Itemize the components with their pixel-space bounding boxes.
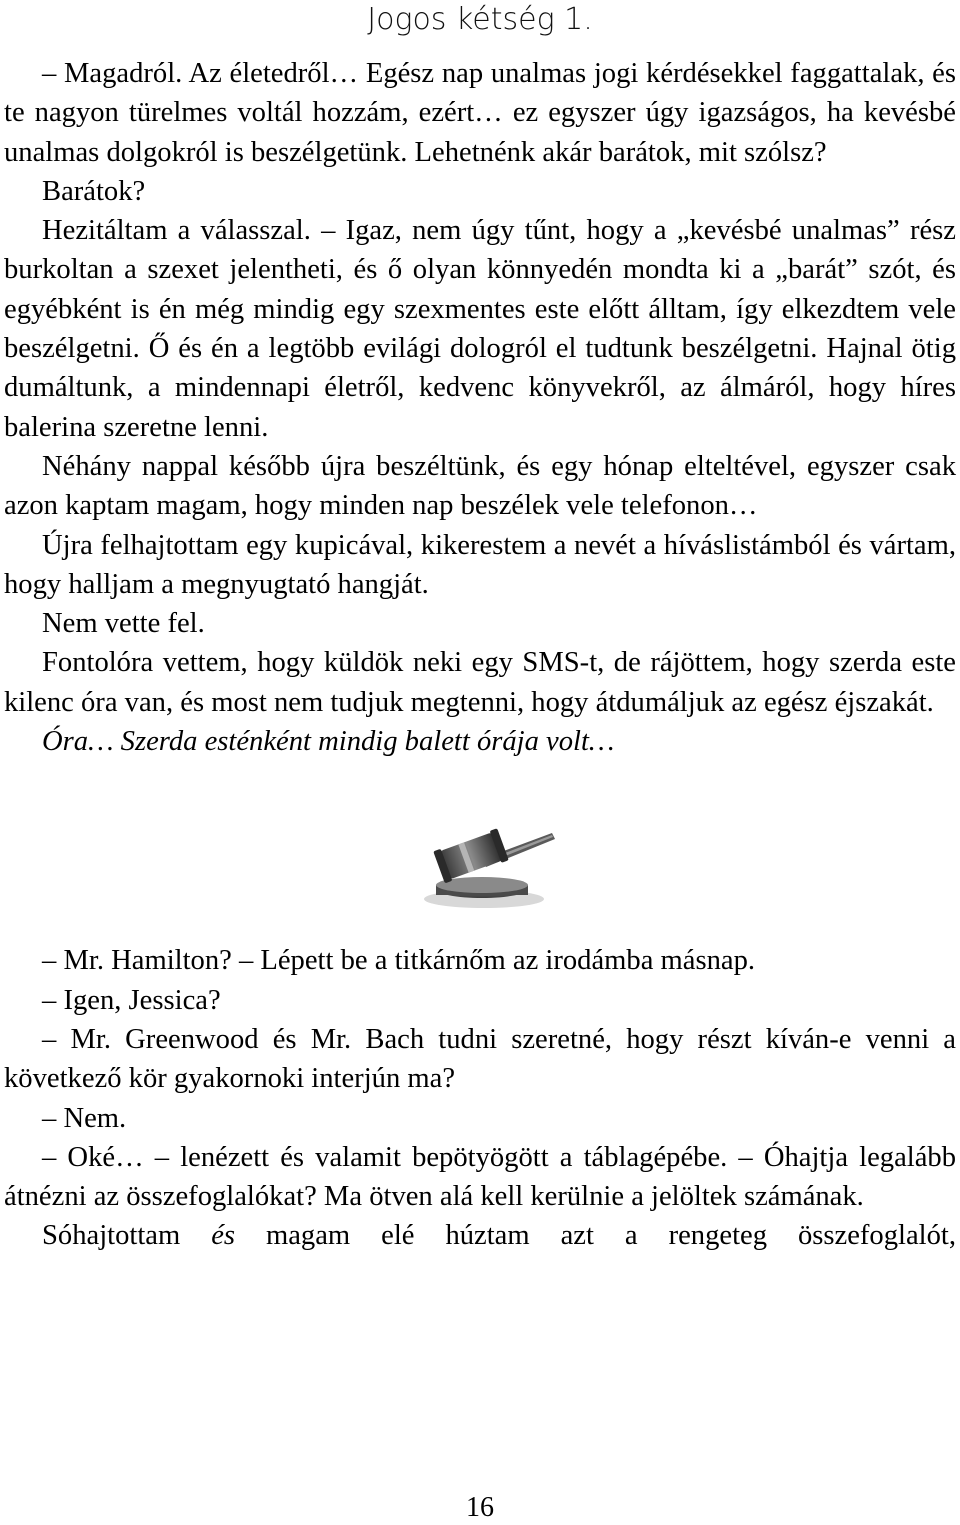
paragraph: Barátok? — [42, 175, 146, 207]
paragraph: Nem vette fel. — [42, 608, 205, 640]
dialogue-line: – Mr. Hamilton? – Lépett be a titkárnőm az irodámba másnap. — [42, 945, 756, 977]
paragraph: Hezitáltam a válasszal. – Igaz, nem úgy tűnt, hogy a „kevésbé unalmas” rész burkoltan a szexet jelentheti, és ő olyan könnyedén mondta ki a „barát” szót, és egyébként is én még mindig egy szexmentes este előtt álltam, így elkezdtem vele beszélgetni. Ő és én a legtöbb evilági dologról el tudtunk beszélgetni. Hajnal ötig dumáltunk, a mindennapi életről, kedvenc könyvekről, az álmáról, hogy híres balerina szeretne lenni. — [4, 215, 956, 443]
page-body — [4, 54, 956, 1256]
dialogue-line: – Igen, Jessica? — [42, 984, 221, 1016]
dialogue-line: – Mr. Greenwood és Mr. Bach tudni szeretné, hogy részt kíván-e venni a következő kör gyakornoki interjún ma? — [4, 1023, 956, 1095]
dialogue-line: – Nem. — [42, 1102, 127, 1134]
gavel-icon — [422, 823, 557, 909]
dialogue-line: – Oké… – lenézett és valamit bepötyögött a táblagépébe. – Óhajtja legalább átnézni az összefoglalókat? Ma ötven alá kell kerülnie a jelöltek számának. — [4, 1141, 956, 1213]
last-line-before: Sóhajtottam — [42, 1220, 212, 1252]
page-number: 16 — [466, 1492, 494, 1523]
last-line-emphasis: és — [211, 1220, 236, 1252]
page-header-title: Jogos kétség 1. — [367, 2, 593, 37]
gavel-illustration — [4, 761, 956, 941]
paragraph: – Magadról. Az életedről… Egész nap unalmas jogi kérdésekkel faggattalak, és te nagyon türelmes voltál hozzám, ezért… ez egyszer úgy igazságos, ha kevésbé unalmas dolgokról is beszélgetünk. Lehetnénk akár barátok, mit szólsz? — [4, 58, 956, 168]
last-line — [4, 1216, 956, 1255]
paragraph: Fontolóra vettem, hogy küldök neki egy SMS-t, de rájöttem, hogy szerda este kilenc óra van, és most nem tudjuk megtenni, hogy átdumáljuk az egész éjszakát. — [4, 647, 956, 718]
paragraph: Néhány nappal később újra beszéltünk, és egy hónap elteltével, egyszer csak azon kaptam magam, hogy minden nap beszélek vele telefonon… — [4, 450, 956, 522]
italic-line: Óra… Szerda esténként mindig balett órája volt… — [42, 726, 615, 758]
paragraph: Újra felhajtottam egy kupicával, kikerestem a nevét a híváslistámból és vártam, hogy halljam a megnyugtató hangját. — [4, 529, 956, 600]
last-line-after: magam elé húztam azt a rengeteg összefoglalót, — [235, 1220, 956, 1252]
